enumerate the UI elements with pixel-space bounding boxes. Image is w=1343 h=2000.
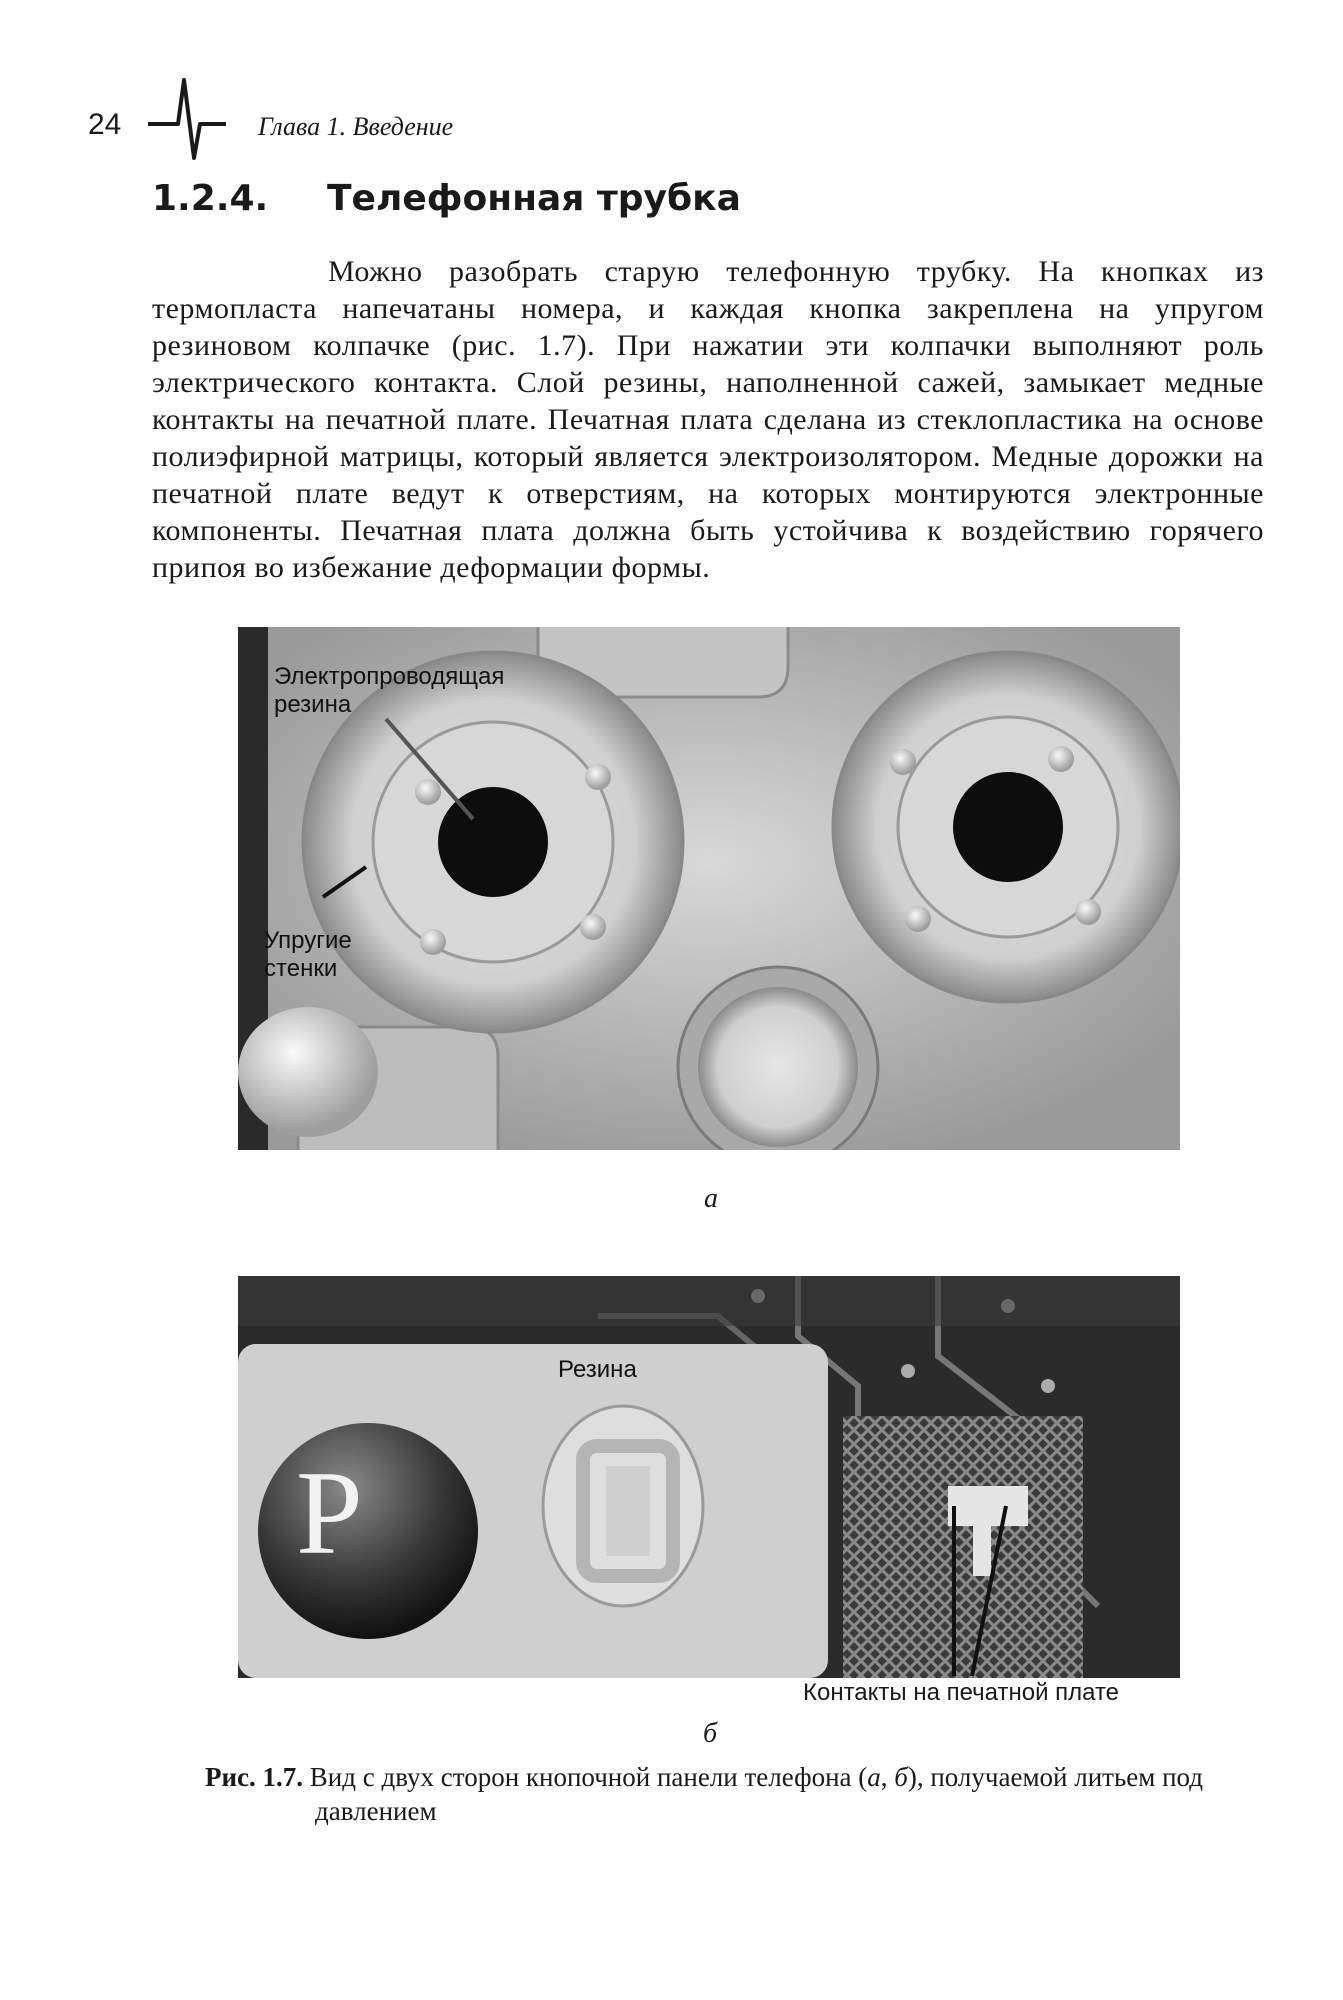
- caption-label: Рис. 1.7.: [205, 1762, 304, 1792]
- figure-b-photo: [238, 1276, 1180, 1678]
- callout-rubber: Резина: [558, 1356, 637, 1383]
- figure-a-photo: [238, 627, 1180, 1150]
- figure-b-sublabel: б: [703, 1718, 718, 1749]
- figure-a-sublabel: а: [704, 1183, 718, 1214]
- figure-caption: [205, 1760, 1265, 1828]
- callout-elastic-walls-line1: Упругие: [264, 927, 352, 954]
- caption-separator: ,: [880, 1762, 895, 1792]
- section-number: 1.2.4.: [152, 178, 269, 219]
- caption-text-line2: давлением: [315, 1796, 437, 1826]
- callout-elastic-walls-line2: стенки: [264, 955, 338, 982]
- body-paragraph: Можно разобрать старую телефонную трубку. На кнопках из термопласта напечатаны номера, и каждая кнопка закреплена на упругом резиновом колпачке (рис. 1.7). При нажатии эти колпачки выполняют роль электрического контакта. Слой резины, наполненной сажей, замыкает медные контакты на печатной плате. Печатная плата сделана из стеклопластика на основе полиэфирной матрицы, который является электроизолятором. Медные дорожки на печатной плате ведут к отверстиям, на которых монтируются электронные компоненты. Печатная плата должна быть устойчива к воздействию горячего припоя во избежание деформации формы.: [152, 255, 1264, 584]
- caption-ref-a: а: [867, 1762, 881, 1792]
- callout-pcb-contacts: Контакты на печатной плате: [803, 1679, 1120, 1706]
- keypad-pcb-illustration: [238, 1276, 1180, 1678]
- callout-conductive-rubber-line2: резина: [274, 691, 352, 718]
- section-heading: [152, 178, 741, 219]
- caption-ref-b: б: [894, 1762, 908, 1792]
- caption-text-start: Вид с двух сторон кнопочной панели телефона (: [309, 1762, 868, 1792]
- pulse-waveform-icon: [146, 72, 228, 162]
- page-number: 24: [88, 108, 122, 141]
- callout-conductive-rubber-line1: Электропроводящая: [274, 663, 505, 690]
- section-title: Телефонная трубка: [327, 178, 741, 219]
- caption-text-end: ), получаемой литьем под: [907, 1762, 1203, 1792]
- button-letter-p: P: [296, 1446, 363, 1579]
- chapter-title: Глава 1. Введение: [258, 112, 454, 141]
